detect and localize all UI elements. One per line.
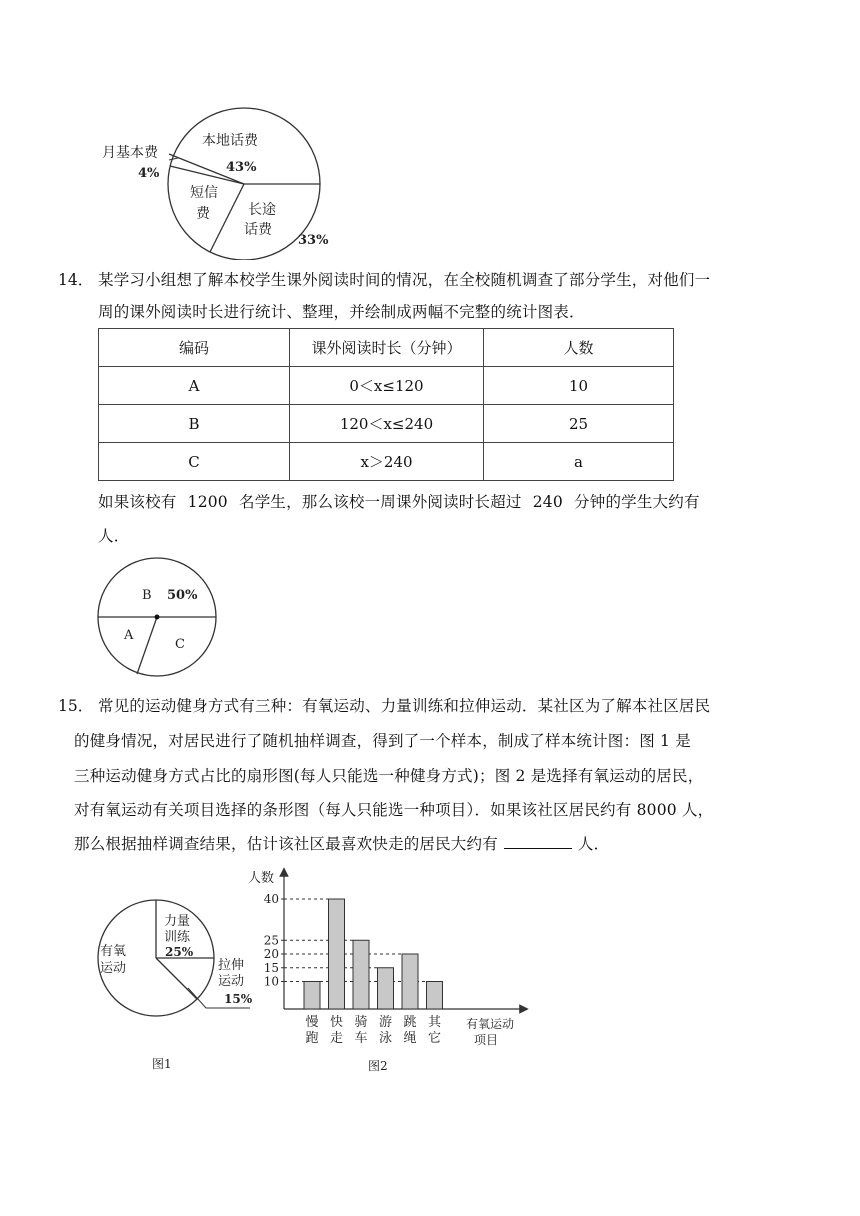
x-tick-label: 泳 xyxy=(378,1031,393,1046)
x-tick-label: 游 xyxy=(378,1015,393,1030)
q14-text-line-2: 周的课外阅读时长进行统计、整理，并绘制成两幅不完整的统计图表． xyxy=(98,303,585,321)
aerobic-label-2: 运动 xyxy=(100,961,127,976)
x-tick-label: 跑 xyxy=(305,1031,319,1046)
sms-fee-label-1: 短信 xyxy=(190,185,218,201)
pie-b-pct: 50% xyxy=(167,588,198,603)
table-cell: x＞240 xyxy=(290,443,484,481)
long-fee-label-2: 话费 xyxy=(244,222,272,238)
table-cell: 0＜x≤120 xyxy=(290,367,484,405)
base-fee-label: 月基本费 xyxy=(102,145,158,161)
q15-text-line-2: 的健身情况，对居民进行了随机抽样调查，得到了一个样本，制成了样本统计图：图 1 是 xyxy=(74,732,691,750)
q15-text-line-1: 常见的运动健身方式有三种：有氧运动、力量训练和拉伸运动．某社区为了解本社区居民 xyxy=(98,697,711,715)
q15-text-line-5a: 那么根据抽样调查结果，估计该社区最喜欢快走的居民大约有 xyxy=(74,835,498,853)
q14-number: 14． xyxy=(58,271,94,289)
x-axis-label-2: 项目 xyxy=(474,1033,499,1047)
y-axis-label: 人数 xyxy=(248,871,275,886)
stretch-pct: 15% xyxy=(224,992,253,1006)
y-tick-label: 20 xyxy=(263,947,279,961)
q15-text-line-5 xyxy=(74,834,609,854)
aerobic-bar-chart xyxy=(240,860,540,1080)
y-tick-label: 10 xyxy=(263,974,279,989)
strength-label-2: 训练 xyxy=(164,930,191,945)
table-row xyxy=(99,405,674,443)
answer-blank[interactable] xyxy=(504,834,572,849)
q15-text-line-4: 对有氧运动有关项目选择的条形图（每人只能选一种项目）．如果该社区居民约有 8000 人， xyxy=(74,801,714,819)
table-cell: C xyxy=(99,443,290,481)
bar-1 xyxy=(304,982,320,1010)
stretch-label-2: 运动 xyxy=(218,974,245,989)
x-tick-label: 车 xyxy=(354,1031,368,1046)
long-fee-pct: 33% xyxy=(298,233,329,248)
x-tick-label: 快 xyxy=(329,1015,344,1030)
reading-time-pie-chart xyxy=(90,555,230,680)
table-header: 人数 xyxy=(484,329,674,367)
y-tick-label: 15 xyxy=(263,960,279,975)
table-row xyxy=(99,443,674,481)
table-cell: 120＜x≤240 xyxy=(290,405,484,443)
x-tick-label: 绳 xyxy=(403,1031,417,1046)
local-fee-label: 本地话费 xyxy=(202,133,258,149)
table-cell: 25 xyxy=(484,405,674,443)
x-tick-label: 慢 xyxy=(305,1015,319,1030)
bar-4 xyxy=(378,968,394,1009)
q15-text-line-5b: 人． xyxy=(577,835,610,853)
x-tick-label: 跳 xyxy=(403,1015,417,1030)
y-tick-label: 25 xyxy=(263,933,279,948)
table-row xyxy=(99,367,674,405)
y-tick-label: 40 xyxy=(263,892,279,906)
reading-time-table xyxy=(98,328,674,481)
pie-b-label: B xyxy=(142,588,152,603)
x-tick-label: 骑 xyxy=(354,1015,368,1030)
strength-label-1: 力量 xyxy=(164,914,191,929)
bar-2 xyxy=(329,899,345,1009)
aerobic-label-1: 有氧 xyxy=(100,944,127,959)
bar-3 xyxy=(353,940,369,1009)
table-cell: B xyxy=(99,405,290,443)
q14-text-line-4: 人． xyxy=(98,527,130,545)
strength-pct: 25% xyxy=(165,945,194,959)
exercise-mode-pie-chart xyxy=(90,890,260,1080)
sms-fee-label-2: 费 xyxy=(196,206,210,222)
phone-fee-pie-chart xyxy=(90,100,350,260)
base-fee-pct: 4% xyxy=(138,166,160,181)
q15-number: 15． xyxy=(58,697,94,715)
table-header: 课外阅读时长（分钟） xyxy=(290,329,484,367)
table-header-row xyxy=(99,329,674,367)
table-header: 编码 xyxy=(99,329,290,367)
x-tick-label: 走 xyxy=(329,1031,344,1046)
q15-text-line-3: 三种运动健身方式占比的扇形图(每人只能选一种健身方式)；图 2 是选择有氧运动的居民， xyxy=(74,767,704,785)
table-cell: 10 xyxy=(484,367,674,405)
table-cell: A xyxy=(99,367,290,405)
bar-5 xyxy=(402,954,418,1009)
x-axis-label-1: 有氧运动 xyxy=(466,1017,515,1031)
stretch-label-1: 拉伸 xyxy=(218,958,245,973)
q14-text-line-1: 某学习小组想了解本校学生课外阅读时间的情况，在全校随机调查了部分学生，对他们一 xyxy=(98,271,711,289)
x-tick-label: 它 xyxy=(427,1031,442,1046)
pie-c-label: C xyxy=(175,637,185,652)
long-fee-label-1: 长途 xyxy=(248,202,276,218)
local-fee-pct: 43% xyxy=(226,160,257,175)
q14-text-line-3: 如果该校有 1200 名学生，那么该校一周课外阅读时长超过 240 分钟的学生大约有 xyxy=(98,493,700,511)
x-tick-label: 其 xyxy=(427,1015,442,1030)
bar-6 xyxy=(427,982,443,1010)
pie-a-label: A xyxy=(124,628,134,643)
figure-2-caption: 图2 xyxy=(368,1059,388,1073)
table-cell: a xyxy=(484,443,674,481)
figure-1-caption: 图1 xyxy=(152,1057,172,1071)
